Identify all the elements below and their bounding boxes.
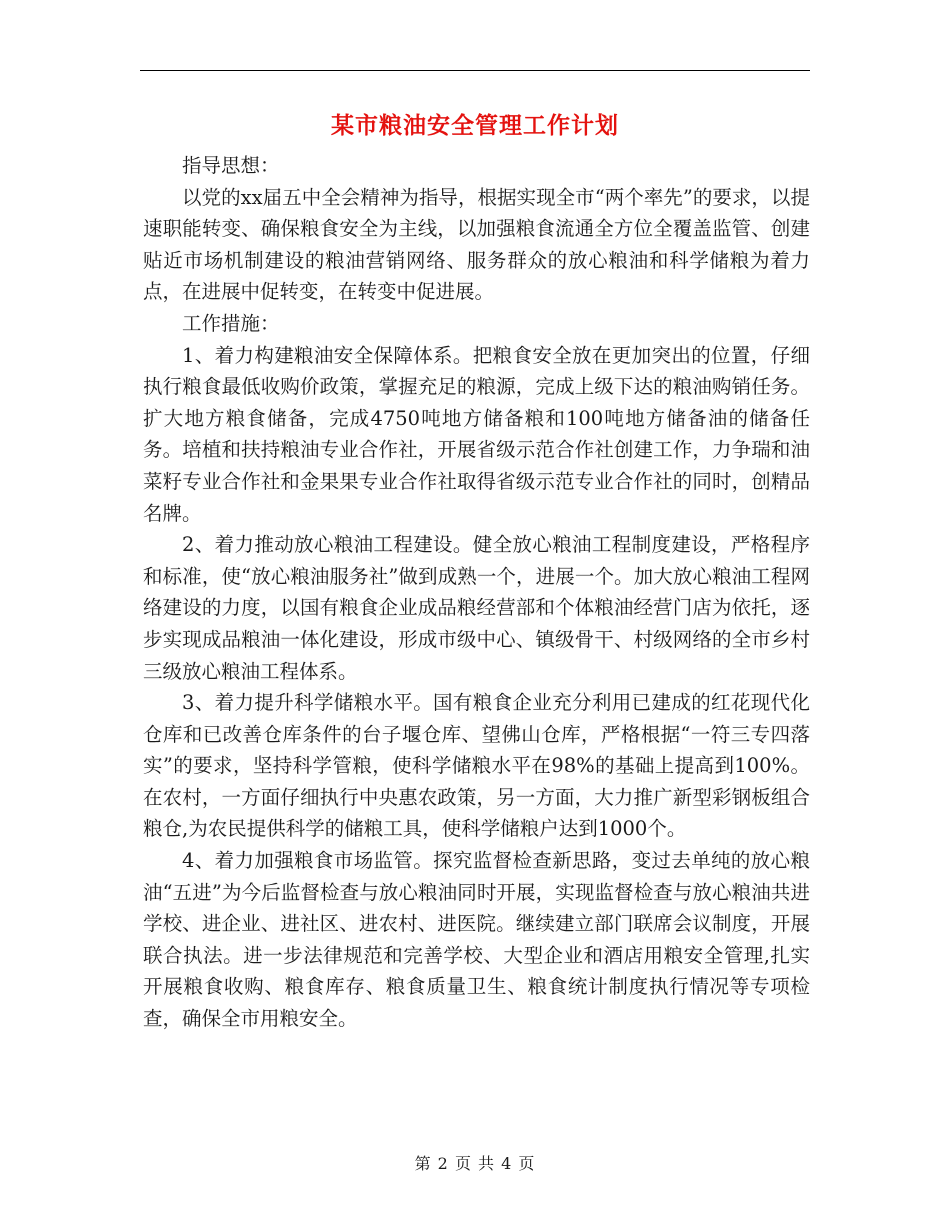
document-title: 某市粮油安全管理工作计划 [331, 112, 619, 139]
section-heading-guiding-ideology: 指导思想： [182, 154, 280, 177]
paragraph-guiding-ideology: 以党的xx届五中全会精神为指导，根据实现全市“两个率先”的要求，以提速职能转变、确保粮食安全为主线，以加强粮食流通全方位全覆盖监管、创建贴近市场机制建设的粮油营销网络、服务群众的放心粮油和科学储粮为着力点，在进展中促转变，在转变中促进展。 [143, 185, 810, 304]
section-heading-work-measures: 工作措施： [182, 311, 280, 335]
header-rule [140, 70, 810, 71]
document-body [143, 150, 810, 1035]
paragraph-measure-1: 1、着力构建粮油安全保障体系。把粮食安全放在更加突出的位置，仔细执行粮食最低收购价政策，掌握充足的粮源，完成上级下达的粮油购销任务。扩大地方粮食储备，完成4750吨地方储备粮和100吨地方储备油的储备任务。培植和扶持粮油专业合作社，开展省级示范合作社创建工作，力争瑞和油菜籽专业合作社和金果果专业合作社取得省级示范专业合作社的同时，创精品名牌。 [143, 343, 810, 525]
paragraph-measure-4: 4、着力加强粮食市场监管。探究监督检查新思路，变过去单纯的放心粮油“五进”为今后监督检查与放心粮油同时开展，实现监督检查与放心粮油共进学校、进企业、进社区、进农村、进医院。继续建立部门联席会议制度，开展联合执法。进一步法律规范和完善学校、大型企业和酒店用粮安全管理,扎实开展粮食收购、粮食库存、粮食质量卫生、粮食统计制度执行情况等专项检查，确保全市用粮安全。 [143, 849, 810, 1031]
page-number-footer: 第 2 页 共 4 页 [414, 1154, 536, 1173]
paragraph-measure-2: 2、着力推动放心粮油工程建设。健全放心粮油工程制度建设，严格程序和标准，使“放心粮油服务社”做到成熟一个，进展一个。加大放心粮油工程网络建设的力度，以国有粮食企业成品粮经营部和个体粮油经营门店为依托，逐步实现成品粮油一体化建设，形成市级中心、镇级骨干、村级网络的全市乡村三级放心粮油工程体系。 [143, 533, 810, 683]
paragraph-measure-3: 3、着力提升科学储粮水平。国有粮食企业充分利用已建成的红花现代化仓库和已改善仓库条件的台子堰仓库、望佛山仓库，严格根据“一符三专四落实”的要求，坚持科学管粮，使科学储粮水平在98%的基础上提高到100%。在农村，一方面仔细执行中央惠农政策，另一方面，大力推广新型彩钢板组合粮仓,为农民提供科学的储粮工具，使科学储粮户达到1000个。 [143, 691, 810, 841]
